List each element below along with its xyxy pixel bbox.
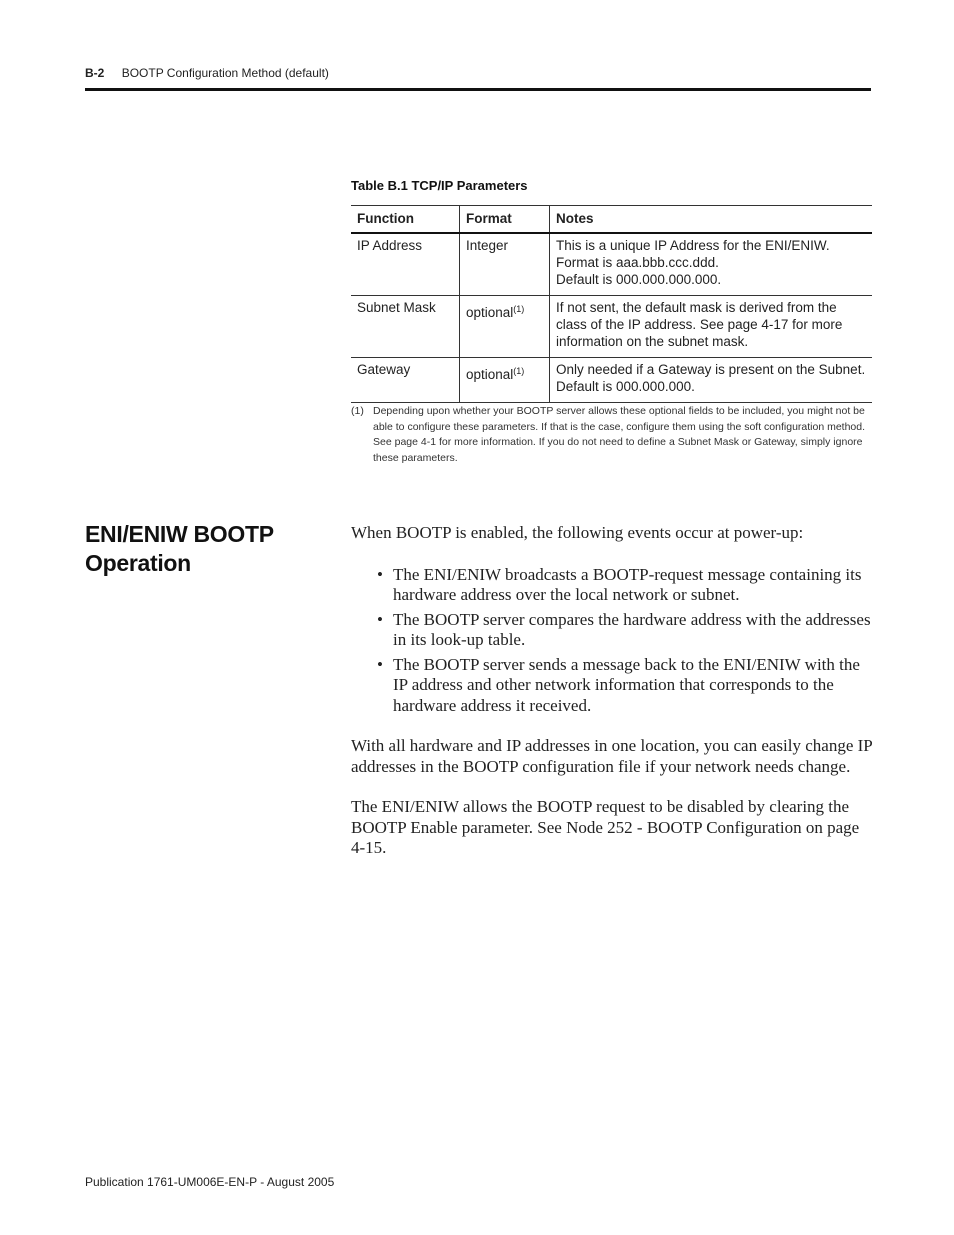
tcpip-parameters-table: [351, 205, 872, 403]
bullet-icon: •: [377, 609, 383, 629]
column-header-function: Function: [351, 206, 460, 234]
list-item: [351, 610, 873, 651]
notes-line: Default is 000.000.000.000.: [556, 272, 722, 287]
cell-format: [460, 233, 550, 296]
column-header-format: Format: [460, 206, 550, 234]
list-item-text: The ENI/ENIW broadcasts a BOOTP-request message containing its hardware address over the local network or subnet.: [393, 564, 862, 604]
page-number: B-2: [85, 66, 105, 80]
table-footnote: [351, 404, 873, 466]
table-row: [351, 296, 872, 358]
notes-line: Format is aaa.bbb.ccc.ddd.: [556, 255, 719, 270]
table-header-row: [351, 206, 872, 234]
cell-function: IP Address: [351, 233, 460, 296]
section-heading: ENI/ENIW BOOTP Operation: [85, 521, 274, 576]
running-title: BOOTP Configuration Method (default): [121, 66, 329, 80]
header-rule: [85, 88, 871, 91]
cell-function: Subnet Mask: [351, 296, 460, 358]
list-item-text: The BOOTP server sends a message back to the ENI/ENIW with the IP address and other network information that corresponds to the hardware address it received.: [393, 654, 860, 715]
notes-line: If not sent, the default mask is derived from the class of the IP address. See page 4-17 for more information on the subnet mask.: [556, 300, 843, 349]
cell-notes: [550, 233, 873, 296]
footnote-text: Depending upon whether your BOOTP server allows these optional fields to be included, you might not be able to configure these parameters. If that is the case, configure them using the soft configuration method. See page 4-1 for more information. If you do not need to define a Subnet Mask or Gateway, simply ignore these parameters.: [373, 405, 866, 464]
cell-notes: [550, 296, 873, 358]
list-item: [351, 565, 873, 606]
bullet-icon: •: [377, 654, 383, 674]
column-header-notes: Notes: [550, 206, 873, 234]
notes-line: Default is 000.000.000.: [556, 379, 695, 394]
cell-notes: [550, 358, 873, 403]
notes-line: Only needed if a Gateway is present on the Subnet.: [556, 362, 866, 377]
body-paragraph: The ENI/ENIW allows the BOOTP request to be disabled by clearing the BOOTP Enable parameter. See Node 252 - BOOTP Configuration on page 4-15.: [351, 797, 860, 857]
table-row: [351, 358, 872, 403]
notes-line: This is a unique IP Address for the ENI/ENIW.: [556, 238, 830, 253]
table-row: [351, 233, 872, 296]
footnote-reference: (1): [513, 304, 525, 314]
page-header: [85, 66, 871, 80]
footnote-reference: (1): [513, 366, 525, 376]
bullet-icon: •: [377, 564, 383, 584]
intro-paragraph: When BOOTP is enabled, the following events occur at power-up:: [351, 523, 804, 542]
page-footer: Publication 1761-UM006E-EN-P - August 2005: [85, 1175, 335, 1189]
cell-format: [460, 296, 550, 358]
section-body: [351, 523, 873, 879]
list-item-text: The BOOTP server compares the hardware address with the addresses in its look-up table.: [393, 609, 871, 649]
cell-format: [460, 358, 550, 403]
format-value: Integer: [466, 238, 509, 253]
event-list: [351, 565, 873, 717]
body-paragraph: With all hardware and IP addresses in one location, you can easily change IP addresses in the BOOTP configuration file if your network needs change.: [351, 736, 873, 776]
table-caption: Table B.1 TCP/IP Parameters: [351, 178, 528, 193]
cell-function: Gateway: [351, 358, 460, 403]
format-value: optional: [466, 305, 514, 320]
footnote-mark: (1): [351, 405, 364, 417]
format-value: optional: [466, 367, 514, 382]
list-item: [351, 655, 873, 717]
